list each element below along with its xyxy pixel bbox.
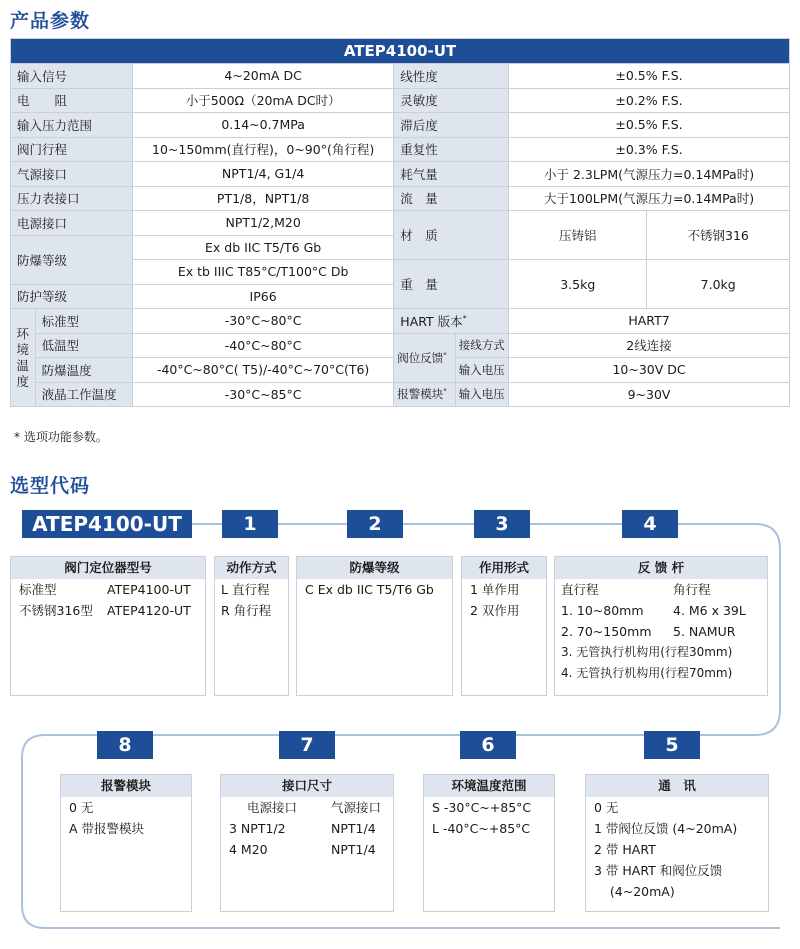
spec-label: 流 量	[394, 186, 509, 211]
env-temp-label: 环境温度	[11, 309, 36, 407]
spec-label: 线性度	[394, 64, 509, 89]
footnote: * 选项功能参数。	[14, 430, 108, 444]
list-item: 1 带阀位反馈 (4~20mA)	[594, 821, 738, 836]
spec-value: 大于100LPM(气源压力=0.14MPa时)	[509, 186, 790, 211]
model-header: ATEP4100-UT	[11, 39, 790, 64]
spec-value: NPT1/4, G1/4	[132, 162, 393, 187]
card-title: 动作方式	[215, 557, 288, 579]
card-title: 环境温度范围	[424, 775, 554, 797]
spec-label: 输入电压	[455, 382, 508, 407]
list-item: 0 无	[69, 800, 94, 815]
spec-value: -40°C~80°C	[132, 333, 393, 358]
card-ex	[296, 556, 453, 696]
list-item: 3 带 HART 和阀位反馈	[594, 863, 723, 878]
spec-value: -30°C~80°C	[132, 309, 393, 334]
spec-label: 耗气量	[394, 162, 509, 187]
list-item: S -30°C~+85°C	[432, 800, 532, 815]
list-item: 2. 70~150mm 5. NAMUR	[561, 624, 736, 639]
params-title: 产品参数	[10, 10, 91, 32]
spec-value: Ex tb IIIC T85°C/T100°C Db	[132, 260, 393, 285]
card-port	[220, 774, 394, 912]
card-title: 反 馈 杆	[555, 557, 767, 579]
spec-value: 0.14~0.7MPa	[132, 113, 393, 138]
card-model	[10, 556, 206, 696]
spec-label: 输入电压	[455, 358, 508, 383]
spec-label: 材 质	[394, 211, 509, 260]
code-num-2: 2	[347, 510, 403, 538]
code-num-3: 3	[474, 510, 530, 538]
spec-value: ±0.5% F.S.	[509, 64, 790, 89]
spec-value: -40°C~80°C( T5)/-40°C~70°C(T6)	[132, 358, 393, 383]
list-item: C Ex db IIC T5/T6 Gb	[305, 582, 434, 597]
list-item: 3 NPT1/2 NPT1/4	[229, 821, 376, 836]
card-rod	[554, 556, 768, 696]
card-title: 报警模块	[61, 775, 191, 797]
spec-label: 灵敏度	[394, 88, 509, 113]
code-num-4: 4	[622, 510, 678, 538]
list-item: 4 M20 NPT1/4	[229, 842, 376, 857]
spec-label: 防爆等级	[11, 235, 133, 284]
spec-label: 报警模块*	[394, 382, 455, 407]
code-title: 选型代码	[10, 475, 91, 497]
list-item: 标准型 ATEP4100-UT	[19, 582, 191, 597]
code-num-7: 7	[279, 731, 335, 759]
spec-value: 2线连接	[509, 333, 790, 358]
card-alarm	[60, 774, 192, 912]
list-item: 0 无	[594, 800, 619, 815]
code-num-8: 8	[97, 731, 153, 759]
spec-value: -30°C~85°C	[132, 382, 393, 407]
spec-value: 4~20mA DC	[132, 64, 393, 89]
spec-label: 滞后度	[394, 113, 509, 138]
code-num-1: 1	[222, 510, 278, 538]
list-item: 1. 10~80mm 4. M6 x 39L	[561, 603, 746, 618]
spec-label: 电 阻	[11, 88, 133, 113]
card-comm	[585, 774, 769, 912]
list-item: 2 双作用	[470, 603, 520, 618]
list-item: 4. 无管执行机构用(行程70mm)	[561, 666, 733, 680]
spec-value: 10~150mm(直行程)，0~90°(角行程)	[132, 137, 393, 162]
spec-label: 接线方式	[455, 333, 508, 358]
card-form	[461, 556, 547, 696]
list-item: 2 带 HART	[594, 842, 656, 857]
list-item: L -40°C~+85°C	[432, 821, 531, 836]
list-item: 3. 无管执行机构用(行程30mm)	[561, 645, 733, 659]
card-title: 接口尺寸	[221, 775, 393, 797]
list-item: R 角行程	[221, 603, 272, 618]
spec-value: ±0.5% F.S.	[509, 113, 790, 138]
spec-label: 防护等级	[11, 284, 133, 309]
list-item: 1 单作用	[470, 582, 520, 597]
spec-value: 不锈钢316	[647, 211, 790, 260]
spec-value: 小于500Ω（20mA DC时）	[132, 88, 393, 113]
list-item: 直行程 角行程	[561, 582, 711, 597]
spec-label: 液晶工作温度	[35, 382, 132, 407]
list-item: 不锈钢316型 ATEP4120-UT	[19, 603, 191, 618]
list-item: A 带报警模块	[69, 821, 145, 836]
spec-value: Ex db IIC T5/T6 Gb	[132, 235, 393, 260]
spec-label: 阀位反馈*	[394, 333, 455, 382]
spec-value: 小于 2.3LPM(气源压力=0.14MPa时)	[509, 162, 790, 187]
spec-label: HART 版本*	[394, 309, 509, 334]
card-title: 防爆等级	[297, 557, 452, 579]
card-title: 通 讯	[586, 775, 768, 797]
code-num-5: 5	[644, 731, 700, 759]
spec-label: 重复性	[394, 137, 509, 162]
list-item: L 直行程	[221, 582, 270, 597]
card-temp	[423, 774, 555, 912]
spec-label: 电源接口	[11, 211, 133, 236]
spec-value: PT1/8，NPT1/8	[132, 186, 393, 211]
spec-label: 输入压力范围	[11, 113, 133, 138]
spec-label: 标准型	[35, 309, 132, 334]
spec-value: 10~30V DC	[509, 358, 790, 383]
spec-value: ±0.2% F.S.	[509, 88, 790, 113]
code-model: ATEP4100-UT	[22, 510, 192, 538]
list-item: 电源接口 气源接口	[247, 800, 382, 815]
code-num-6: 6	[460, 731, 516, 759]
spec-value: HART7	[509, 309, 790, 334]
spec-label: 低温型	[35, 333, 132, 358]
spec-label: 阀门行程	[11, 137, 133, 162]
card-action	[214, 556, 289, 696]
list-item: (4~20mA)	[594, 884, 675, 899]
spec-value: 9~30V	[509, 382, 790, 407]
spec-value: IP66	[132, 284, 393, 309]
spec-label: 输入信号	[11, 64, 133, 89]
spec-label: 重 量	[394, 260, 509, 309]
card-title: 作用形式	[462, 557, 546, 579]
spec-value: NPT1/2,M20	[132, 211, 393, 236]
spec-value: 7.0kg	[647, 260, 790, 309]
spec-label: 气源接口	[11, 162, 133, 187]
spec-label: 防爆温度	[35, 358, 132, 383]
spec-label: 压力表接口	[11, 186, 133, 211]
card-title: 阀门定位器型号	[11, 557, 205, 579]
spec-value: ±0.3% F.S.	[509, 137, 790, 162]
spec-value: 压铸铝	[509, 211, 647, 260]
spec-value: 3.5kg	[509, 260, 647, 309]
